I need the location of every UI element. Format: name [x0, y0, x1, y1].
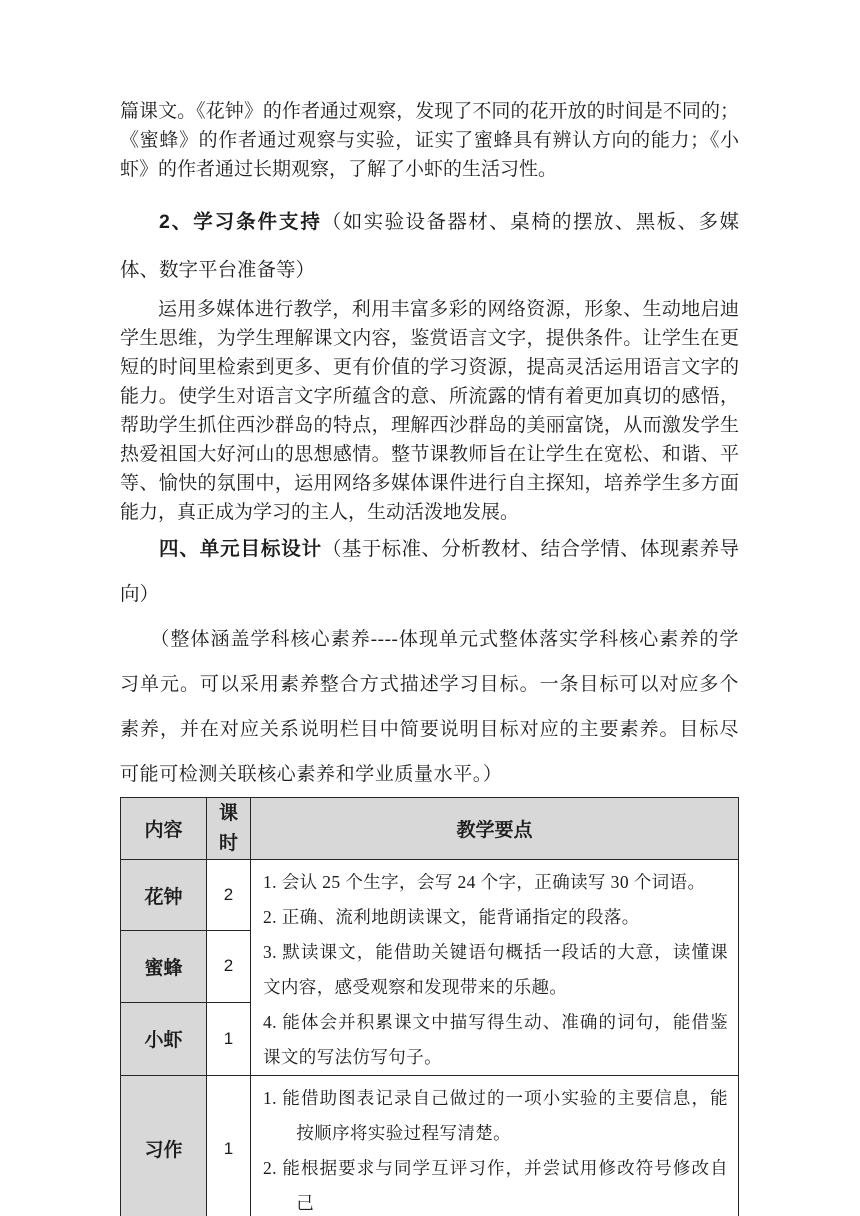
hours-huazhong: 2 [207, 860, 251, 931]
hours-xiaoxia: 1 [207, 1002, 251, 1075]
column-header-hours: 课时 [207, 798, 251, 860]
paragraph-goal-design-note: （整体涵盖学科核心素养----体现单元式整体落实学科核心素养的学习单元。可以采用素养整合方式描述学习目标。一条目标可以对应多个素养，并在对应关系说明栏目中简要说明目标对应的主要素养。目标尽可能可检测关联核心素养和学业质量水平。） [120, 629, 739, 785]
reading-point-4: 4. 能体会并积累课文中描写得生动、准确的词句，能借鉴课文的写法仿写句子。 [263, 1012, 728, 1067]
reading-point-1: 1. 会认 25 个生字，会写 24 个字，正确读写 30 个词语。 [263, 872, 706, 892]
paragraph-multimedia-teaching: 运用多媒体进行教学，利用丰富多彩的网络资源，形象、生动地启迪学生思维，为学生理解课文内容，鉴赏语言文字，提供条件。让学生在更短的时间里检索到更多、更有价值的学习资源，提高灵活运用语言文字的能力。使学生对语言文字所蕴含的意、所流露的情有着更加真切的感悟，帮助学生抓住西沙群岛的特点，理解西沙群岛的美丽富饶，从而激发学生热爱祖国大好河山的思想感情。整节课教师旨在让学生在宽松、和谐、平等、愉快的氛围中，运用网络多媒体课件进行自主探知，培养学生多方面能力，真正成为学习的主人，生动活泼地发展。 [120, 299, 739, 523]
reading-point-2: 2. 正确、流利地朗读课文，能背诵指定的段落。 [263, 907, 640, 927]
heading-unit-goal-design [120, 527, 739, 617]
paragraph-unit-overview-continuation: 篇课文。《花钟》的作者通过观察，发现了不同的花开放的时间是不同的；《蜜蜂》的作者通过观察与实验，证实了蜜蜂具有辨认方向的能力；《小虾》的作者通过长期观察，了解了小虾的生活习性。 [120, 101, 739, 180]
teaching-points-table [120, 797, 739, 1216]
row-label-xiaoxia: 小虾 [121, 1002, 207, 1075]
table-header-row [121, 798, 739, 860]
row-label-huazhong: 花钟 [121, 860, 207, 931]
heading-unit-goal-design-annotation: （基于标准、分析教材、结合学情、体现素养导向） [120, 539, 739, 605]
hours-mifeng: 2 [207, 931, 251, 1002]
heading-unit-goal-design-title: 四、单元目标设计 [159, 538, 322, 560]
row-label-mifeng: 蜜蜂 [121, 931, 207, 1002]
table-row-huazhong [121, 860, 739, 931]
writing-point-2: 2. 能根据要求与同学互评习作，并尝试用修改符号修改自己 [263, 1158, 728, 1213]
heading-learning-conditions [120, 198, 739, 295]
heading-learning-conditions-title: 2、学习条件支持 [159, 211, 322, 233]
table-row-xizuo [121, 1076, 739, 1216]
column-header-content: 内容 [121, 798, 207, 860]
row-label-xizuo: 习作 [121, 1076, 207, 1216]
writing-points-cell [251, 1076, 739, 1216]
column-header-teaching-points: 教学要点 [251, 798, 739, 860]
hours-xizuo: 1 [207, 1076, 251, 1216]
heading-learning-conditions-annotation: （如实验设备器材、桌椅的摆放、黑板、多媒体、数字平台准备等） [120, 212, 739, 281]
reading-points-cell [251, 860, 739, 1076]
writing-point-1: 1. 能借助图表记录自己做过的一项小实验的主要信息，能按顺序将实验过程写清楚。 [263, 1088, 728, 1143]
reading-point-3: 3. 默读课文，能借助关键语句概括一段话的大意，读懂课文内容，感受观察和发现带来的乐趣。 [263, 942, 728, 997]
